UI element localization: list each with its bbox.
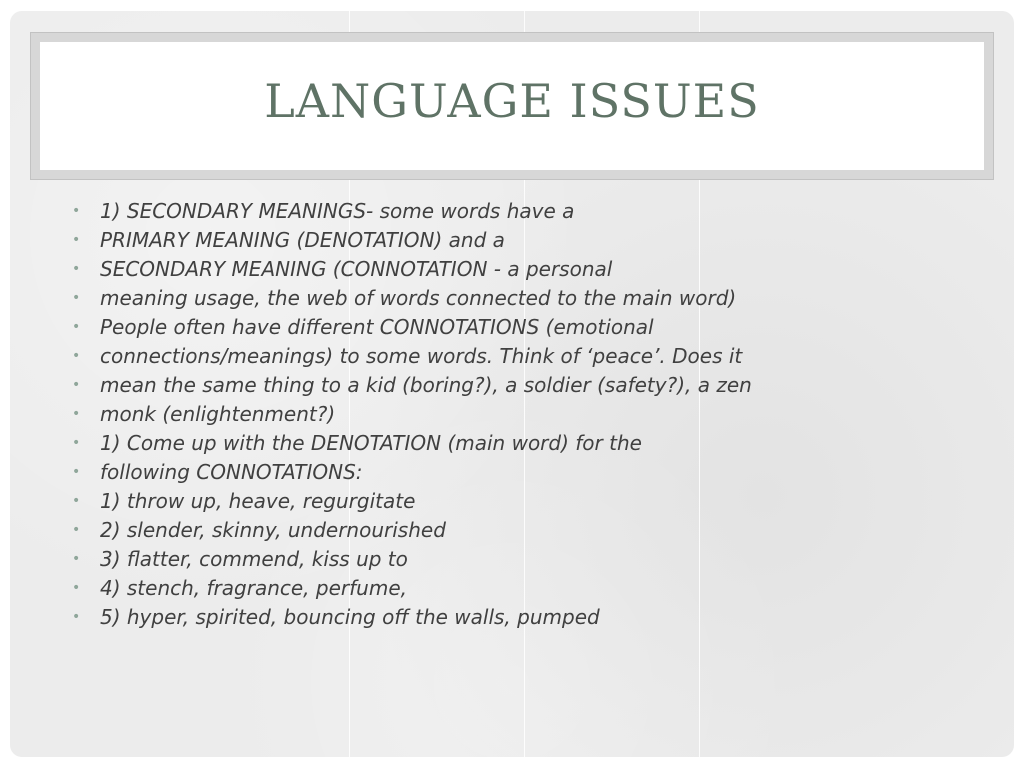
bullet-item: [72, 603, 972, 632]
bullet-item: [72, 400, 972, 429]
bullet-item: [72, 516, 972, 545]
bullet-item: [72, 226, 972, 255]
bullet-icon: •: [72, 290, 81, 306]
bullet-icon: •: [72, 203, 81, 219]
bullet-icon: •: [72, 522, 81, 538]
bullet-item: [72, 284, 972, 313]
bullet-text: mean the same thing to a kid (boring?), a soldier (safety?), a zen: [100, 373, 752, 397]
slide: [10, 11, 1014, 757]
bullet-item: [72, 487, 972, 516]
bullet-icon: •: [72, 319, 81, 335]
bullet-icon: •: [72, 406, 81, 422]
bullet-text: 3) flatter, commend, kiss up to: [100, 547, 408, 571]
bullet-list: [72, 197, 972, 632]
bullet-text: following CONNOTATIONS:: [100, 460, 363, 484]
bullet-item: [72, 197, 972, 226]
bullet-item: [72, 255, 972, 284]
bullet-icon: •: [72, 348, 81, 364]
title-frame: [30, 32, 994, 180]
bullet-text: 5) hyper, spirited, bouncing off the walls, pumped: [100, 605, 600, 629]
bullet-icon: •: [72, 609, 81, 625]
bullet-text: People often have different CONNOTATIONS (emotional: [100, 315, 654, 339]
bullet-item: [72, 313, 972, 342]
bullet-text: meaning usage, the web of words connected to the main word): [100, 286, 737, 310]
bullet-icon: •: [72, 493, 81, 509]
bullet-item: [72, 342, 972, 371]
bullet-item: [72, 545, 972, 574]
bullet-icon: •: [72, 435, 81, 451]
bullet-text: connections/meanings) to some words. Think of ‘peace’. Does it: [100, 344, 743, 368]
bullet-text: PRIMARY MEANING (DENOTATION) and a: [100, 228, 505, 252]
title-box: [40, 42, 984, 170]
bullet-icon: •: [72, 551, 81, 567]
bullet-icon: •: [72, 377, 81, 393]
bullet-text: SECONDARY MEANING (CONNOTATION - a personal: [100, 257, 613, 281]
bullet-text: monk (enlightenment?): [100, 402, 336, 426]
bullet-text: 1) SECONDARY MEANINGS- some words have a: [100, 199, 575, 223]
bullet-text: 2) slender, skinny, undernourished: [100, 518, 446, 542]
bullet-text: 1) throw up, heave, regurgitate: [100, 489, 416, 513]
bullet-item: [72, 371, 972, 400]
bullet-icon: •: [72, 580, 81, 596]
bullet-icon: •: [72, 232, 81, 248]
bullet-item: [72, 429, 972, 458]
bullet-text: 4) stench, fragrance, perfume,: [100, 576, 407, 600]
bullet-item: [72, 574, 972, 603]
bullet-icon: •: [72, 464, 81, 480]
slide-title: LANGUAGE ISSUES: [264, 74, 760, 128]
bullet-text: 1) Come up with the DENOTATION (main word) for the: [100, 431, 642, 455]
bullet-item: [72, 458, 972, 487]
bullet-icon: •: [72, 261, 81, 277]
